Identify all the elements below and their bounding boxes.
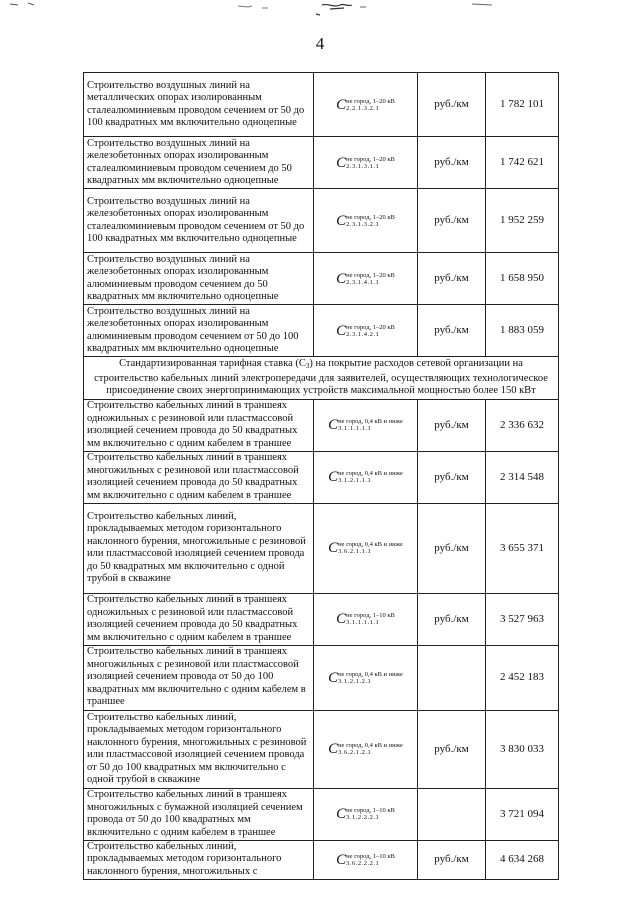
row-unit: руб./км xyxy=(418,73,486,137)
rate-code-index: 3.1.1.1.1.1 xyxy=(346,619,380,626)
tariff-table-bottom xyxy=(84,399,559,879)
rate-code-scripts xyxy=(346,98,395,112)
rate-code-scripts xyxy=(346,214,395,228)
row-value: 1 782 101 xyxy=(486,73,559,137)
rate-code-index: 2.3.1.4.2.1 xyxy=(346,330,380,338)
row-value: 2 314 548 xyxy=(486,451,559,503)
row-value: 1 742 621 xyxy=(486,137,559,189)
table-row xyxy=(84,137,559,189)
section-header-row xyxy=(84,357,559,400)
rate-symbol: C xyxy=(336,851,347,868)
rate-code xyxy=(314,788,418,840)
row-value: 3 527 963 xyxy=(486,593,559,645)
rate-code xyxy=(314,503,418,593)
rate-code-scripts xyxy=(338,541,403,555)
rate-code-scripts xyxy=(346,853,395,867)
row-unit: руб./км xyxy=(418,451,486,503)
row-description: Строительство воздушных линий на железобетонных опорах изолированным сталеалюминиевым проводом сечением до 50 квадратных мм включительно одноцепные xyxy=(84,137,314,189)
rate-code xyxy=(314,253,418,305)
row-unit: руб./км xyxy=(418,305,486,357)
row-description: Строительство кабельных линий в траншеях многожильных с бумажной изоляцией сечением провода от 50 до 100 квадратных мм включительно с одним кабелем в траншее xyxy=(84,788,314,840)
rate-code-scripts xyxy=(338,671,403,685)
rate-code-index: 2.2.1.3.2.1 xyxy=(346,104,380,112)
rate-symbol: C xyxy=(336,322,347,339)
section-header: Стандартизированная тарифная ставка $(С_3)$ на покрытие расходов сетевой организации на строительство кабельных линий электропередачи для заявителей, осуществляющих технологическое присоединение своих энергопринимающих устройств максимальной мощностью более 150 кВт xyxy=(84,357,559,400)
row-unit: руб./км xyxy=(418,503,486,593)
row-unit: руб./км xyxy=(418,840,486,879)
row-unit: руб./км xyxy=(418,189,486,253)
tariff-table-top xyxy=(84,73,559,357)
rate-code xyxy=(314,73,418,137)
rate-code-index: 2.3.1.3.1.1 xyxy=(346,162,380,170)
row-value: 1 658 950 xyxy=(486,253,559,305)
rate-symbol: C xyxy=(336,212,347,229)
rate-code-index: 3.1.2.1.2.1 xyxy=(338,677,372,685)
rate-code-scripts xyxy=(338,418,403,432)
table-row xyxy=(84,399,559,451)
row-unit xyxy=(418,645,486,710)
rate-symbol: C xyxy=(336,96,347,113)
rate-code-scripts xyxy=(338,470,403,484)
row-value: 2 452 183 xyxy=(486,645,559,710)
row-value: 3 830 033 xyxy=(486,710,559,788)
rate-symbol: C xyxy=(328,468,339,485)
table-row xyxy=(84,73,559,137)
rate-code-condition: не город, 0,4 кВ и ниже xyxy=(338,470,403,477)
rate-code-condition: не город, 1–20 кВ xyxy=(346,323,395,331)
rate-code-condition: не город, 0,4 кВ и ниже xyxy=(338,418,403,425)
row-description: Строительство воздушных линий на железобетонных опорах изолированным алюминиевым проводом сечением до 50 квадратных мм включительно одноцепные xyxy=(84,253,314,305)
rate-code-scripts xyxy=(346,324,395,338)
table-row xyxy=(84,788,559,840)
table-row xyxy=(84,305,559,357)
rate-code-scripts xyxy=(346,807,395,821)
rate-code xyxy=(314,710,418,788)
rate-symbol: C xyxy=(328,669,339,686)
row-value: 3 721 094 xyxy=(486,788,559,840)
row-unit: руб./км xyxy=(418,399,486,451)
rate-code-index: 3.1.1.1.1.1 xyxy=(338,425,372,432)
row-unit: руб./км xyxy=(418,253,486,305)
rate-code xyxy=(314,305,418,357)
row-value: 3 655 371 xyxy=(486,503,559,593)
row-unit: руб./км xyxy=(418,137,486,189)
rate-code-condition: не город, 1–20 кВ xyxy=(346,213,395,221)
row-value: 4 634 268 xyxy=(486,840,559,879)
table-row xyxy=(84,503,559,593)
row-value: 1 952 259 xyxy=(486,189,559,253)
rate-symbol: C xyxy=(336,270,347,287)
rate-code xyxy=(314,593,418,645)
rate-code-scripts xyxy=(346,156,395,170)
tariff-table-section xyxy=(84,357,559,400)
row-value: 1 883 059 xyxy=(486,305,559,357)
rate-code xyxy=(314,399,418,451)
row-description: Строительство кабельных линий в траншеях многожильных с резиновой или пластмассовой изоляцией сечением провода от 50 до 100 квадратных мм включительно с одним кабелем в траншее xyxy=(84,645,314,710)
rate-code xyxy=(314,840,418,879)
rate-code-condition: не город, 0,4 кВ и ниже xyxy=(338,670,403,678)
row-description: Строительство кабельных линий, прокладываемых методом горизонтального наклонного бурения, многожильные с резиновой или пластмассовой изоляцией сечением провода до 50 квадратных мм включительно с одной трубой в скважине xyxy=(84,503,314,593)
rate-code-index: 3.1.2.2.2.1 xyxy=(346,814,380,821)
row-unit: руб./км xyxy=(418,593,486,645)
page-number: 4 xyxy=(315,34,325,53)
rate-code-scripts xyxy=(338,742,403,756)
table-row xyxy=(84,189,559,253)
rate-symbol: C xyxy=(336,610,347,627)
rate-code-index: 3.6.2.1.2.1 xyxy=(338,749,372,756)
row-value: 2 336 632 xyxy=(486,399,559,451)
row-description: Строительство воздушных линий на железобетонных опорах изолированным сталеалюминиевым проводом сечением от 50 до 100 квадратных мм включительно одноцепные xyxy=(84,189,314,253)
table-row xyxy=(84,253,559,305)
rate-symbol: C xyxy=(336,805,347,822)
table-row xyxy=(84,645,559,710)
rate-code-condition: не город, 1–10 кВ xyxy=(346,807,395,814)
rate-symbol: C xyxy=(328,416,339,433)
rate-code-index: 3.6.2.1.1.1 xyxy=(338,548,372,555)
rate-code-condition: не город, 1–10 кВ xyxy=(346,852,395,860)
table-row xyxy=(84,840,559,879)
row-description: Строительство воздушных линий на железобетонных опорах изолированным алюминиевым проводом сечением от 50 до 100 квадратных мм включительно одноцепные xyxy=(84,305,314,357)
rate-code-index: 3.1.2.1.1.1 xyxy=(338,477,372,484)
rate-code-condition: не город, 1–20 кВ xyxy=(346,97,395,105)
row-unit: руб./км xyxy=(418,710,486,788)
row-description: Строительство кабельных линий, прокладываемых методом горизонтального наклонного бурения, многожильных с резиновой или пластмассовой изоляцией сечением провода от 50 до 100 квадратных мм включительно с одной трубой в скважине xyxy=(84,710,314,788)
rate-symbol: C xyxy=(328,539,339,556)
rate-code-condition: не город, 1–20 кВ xyxy=(346,271,395,279)
row-description: Строительство кабельных линий в траншеях одножильных с резиновой или пластмассовой изоляцией сечением провода до 50 квадратных мм включительно с одним кабелем в траншее xyxy=(84,593,314,645)
rate-code-index: 2.3.1.3.2.1 xyxy=(346,220,380,228)
row-description: Строительство воздушных линий на металлических опорах изолированным сталеалюминиевым проводом сечением от 50 до 100 квадратных мм включительно одноцепные xyxy=(84,73,314,137)
row-description: Строительство кабельных линий в траншеях многожильных с резиновой или пластмассовой изоляцией сечением провода до 50 квадратных мм включительно с одним кабелем в траншее xyxy=(84,451,314,503)
rate-code xyxy=(314,137,418,189)
rate-code xyxy=(314,189,418,253)
rate-code-condition: не город, 0,4 кВ и ниже xyxy=(338,742,403,749)
row-description: Строительство кабельных линий, прокладываемых методом горизонтального наклонного бурения, многожильных с xyxy=(84,840,314,879)
rate-symbol: C xyxy=(328,740,339,757)
rate-code xyxy=(314,451,418,503)
rate-code-condition: не город, 1–10 кВ xyxy=(346,612,395,619)
table-row xyxy=(84,451,559,503)
rate-code-index: 2.3.1.4.1.1 xyxy=(346,278,380,286)
rate-code-condition: не город, 0,4 кВ и ниже xyxy=(338,541,403,548)
rate-code-scripts xyxy=(346,612,395,626)
row-unit xyxy=(418,788,486,840)
tariff-table xyxy=(83,72,559,880)
rate-symbol: C xyxy=(336,154,347,171)
table-row xyxy=(84,710,559,788)
table-row xyxy=(84,593,559,645)
rate-code xyxy=(314,645,418,710)
rate-code-condition: не город, 1–20 кВ xyxy=(346,155,395,163)
rate-code-scripts xyxy=(346,272,395,286)
row-description: Строительство кабельных линий в траншеях одножильных с резиновой или пластмассовой изоляцией сечением провода до 50 квадратных мм включительно с одним кабелем в траншее xyxy=(84,399,314,451)
rate-code-index: 3.6.2.2.2.1 xyxy=(346,859,380,867)
